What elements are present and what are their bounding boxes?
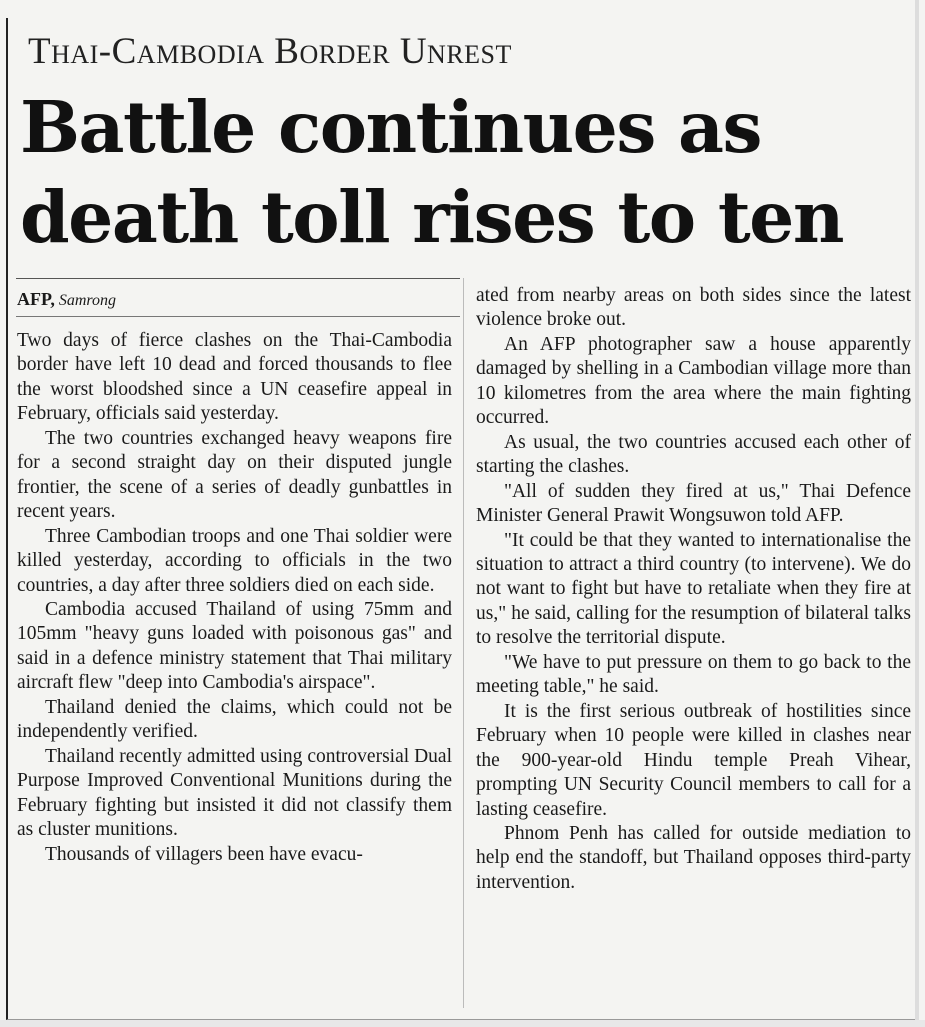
column-2 xyxy=(476,284,911,895)
paragraph: Phnom Penh has called for outside mediation to help end the standoff, but Thailand opposes third-party intervention. xyxy=(476,822,911,893)
paragraph: Two days of fierce clashes on the Thai-Cambodia border have left 10 dead and forced thousands to flee the worst bloodshed since a UN ceasefire appeal in February, officials said yesterday. xyxy=(17,330,452,425)
paragraph: Thailand denied the claims, which could not be independently verified. xyxy=(17,696,452,743)
paragraph: ated from nearby areas on both sides since the latest violence broke out. xyxy=(476,285,911,331)
paragraph: An AFP photographer saw a house apparently damaged by shelling in a Cambodian village more than 10 kilometres from the area where the main fighting occurred. xyxy=(476,333,911,429)
paragraph: As usual, the two countries accused each other of starting the clashes. xyxy=(476,431,911,478)
paragraph: "All of sudden they fired at us," Thai Defence Minister General Prawit Wongsuwon told AFP. xyxy=(476,480,911,527)
paragraph: Three Cambodian troops and one Thai soldier were killed yesterday, according to officials in the two countries, a day after three soldiers died on each side. xyxy=(17,525,452,596)
headline xyxy=(20,82,910,262)
byline-rule-bottom xyxy=(16,316,460,317)
paragraph: The two countries exchanged heavy weapons fire for a second straight day on their disputed jungle frontier, the scene of a series of deadly gunbattles in recent years. xyxy=(17,427,452,523)
paragraph: Thailand recently admitted using controversial Dual Purpose Improved Conventional Munitions during the February fighting but insisted it did not classify them as cluster munitions. xyxy=(17,745,452,841)
byline xyxy=(17,289,116,310)
paragraph: Thousands of villagers been have evacu- xyxy=(45,843,363,865)
column-1 xyxy=(17,329,452,867)
byline-rule-top xyxy=(16,278,460,279)
headline-line-1: Battle continues as xyxy=(20,85,762,169)
paragraph: "It could be that they wanted to internationalise the situation to attract a third country (to intervene). We do not want to fight but have to retaliate when they fire at us," he said, calling for the resumption of bilateral talks to resolve the territorial dispute. xyxy=(476,529,911,649)
column-divider xyxy=(463,278,464,1008)
page-edge-bottom xyxy=(0,1020,925,1027)
headline-line-2: death toll rises to ten xyxy=(20,175,843,259)
byline-agency: AFP, xyxy=(17,289,55,309)
paragraph: "We have to put pressure on them to go back to the meeting table," he said. xyxy=(476,651,911,698)
page-edge-right xyxy=(915,0,919,1027)
paragraph: Cambodia accused Thailand of using 75mm and 105mm "heavy guns loaded with poisonous gas" and said in a defence ministry statement that Thai military aircraft flew "deep into Cambodia's airspace". xyxy=(17,598,452,694)
paragraph: It is the first serious outbreak of hostilities since February when 10 people were killed in clashes near the 900-year-old Hindu temple Preah Vihear, prompting UN Security Council members to call for a lasting ceasefire. xyxy=(476,700,911,820)
byline-place: Samrong xyxy=(58,292,117,309)
kicker: Thai-Cambodia Border Unrest xyxy=(28,31,512,72)
